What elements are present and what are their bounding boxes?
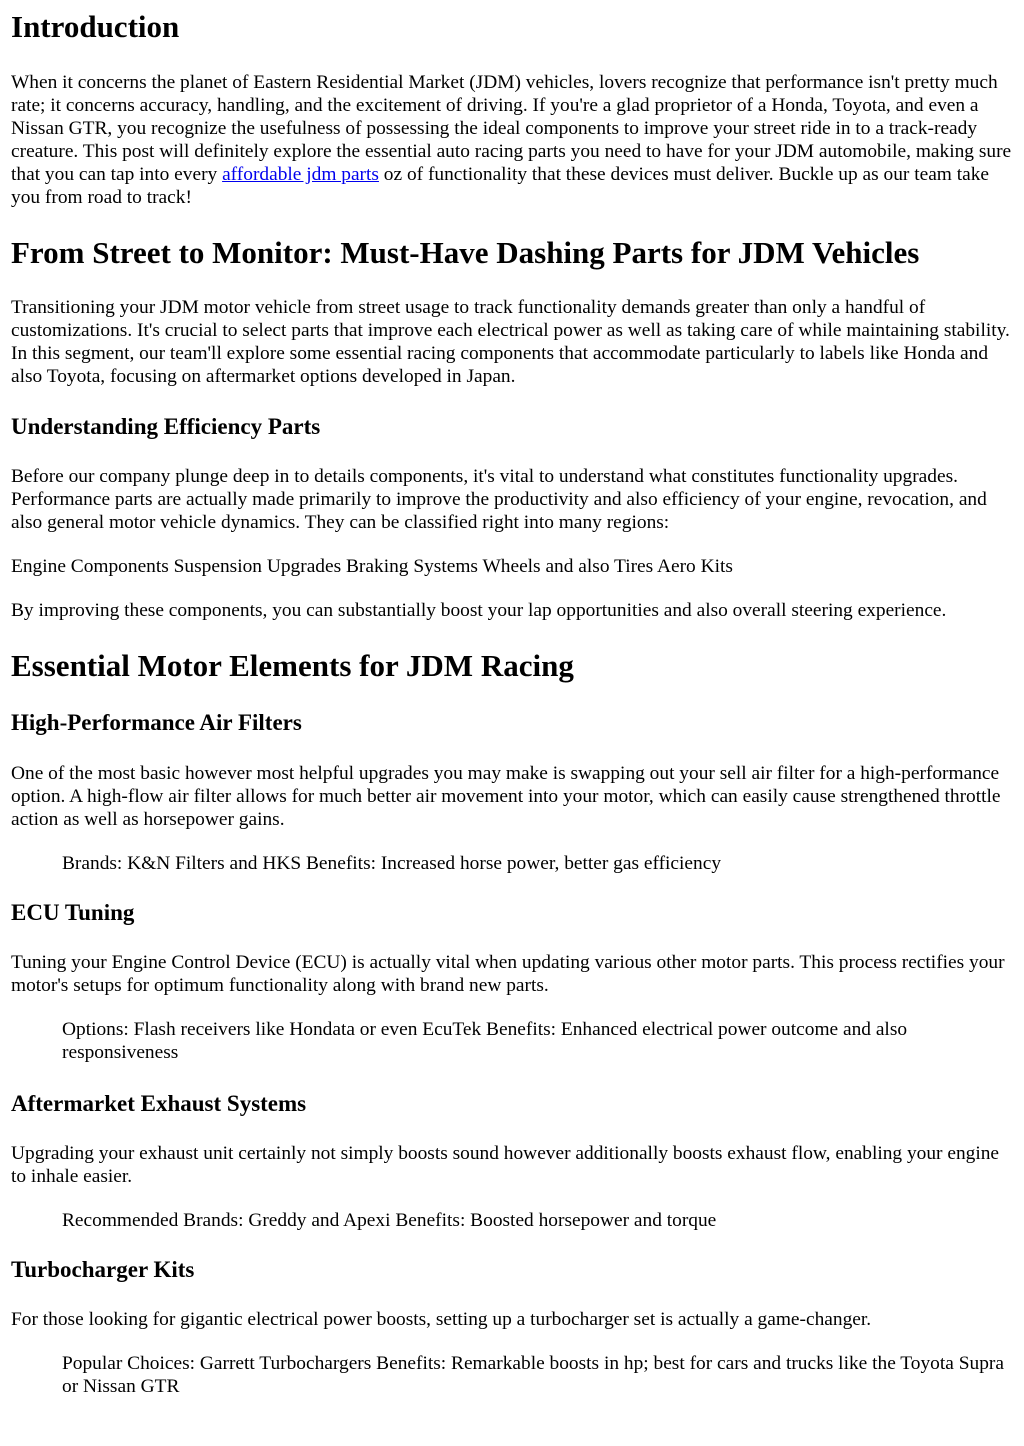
turbo-heading: Turbocharger Kits [11,1257,195,1282]
street-to-track-paragraph: Transitioning your JDM motor vehicle from street usage to track functionality demands greater than only a handful of customizations. It's crucial to select parts that improve each electrical power as well as taking care of while maintaining stability. In this segment, our team'll explore some essential racing components that accommodate particularly to labels like Honda and also Toyota, focusing on aftermarket options developed in Japan. [11,297,1010,387]
air-filters-paragraph: One of the most basic however most helpful upgrades you may make is swapping out your sell air filter for a high-performance option. A high-flow air filter allows for much better air movement into your motor, which can easily cause strengthened throttle action as well as horsepower gains. [11,763,1001,830]
air-filters-heading: High-Performance Air Filters [11,710,302,735]
exhaust-heading: Aftermarket Exhaust Systems [11,1091,307,1116]
intro-heading: Introduction [11,9,180,44]
intro-paragraph [11,71,1014,209]
understanding-paragraph: Before our company plunge deep in to details components, it's vital to understand what constitutes functionality upgrades. Performance parts are actually made primarily to improve the productivity and also efficiency of your engine, revocation, and also general motor vehicle dynamics. They can be classified right into many regions: [11,466,987,533]
understanding-heading: Understanding Efficiency Parts [11,414,321,439]
turbo-details: Popular Choices: Garrett Turbochargers Benefits: Remarkable boosts in hp; best for cars and trucks like the Toyota Supra or Nissan GTR [62,1353,1004,1397]
intro-text-after-link: oz of functionality that these devices must deliver. Buckle up as our team take you from road to track! [11,164,990,208]
intro-text-before-link: When it concerns the planet of Eastern Residential Market (JDM) vehicles, lovers recognize that performance isn't pretty much rate; it concerns accuracy, handling, and the excitement of driving. If you're a glad proprietor of a Honda, Toyota, and even a Nissan GTR, you recognize the usefulness of possessing the ideal components to improve your street ride in to a track-ready creature. This post will definitely explore the essential auto racing parts you need to have for your JDM automobile, making sure that you can tap into every [11,72,1012,185]
ecu-paragraph: Tuning your Engine Control Device (ECU) is actually vital when updating various other motor parts. This process rectifies your motor's setups for optimum functionality along with brand new parts. [11,952,1005,996]
understanding-closing: By improving these components, you can substantially boost your lap opportunities and also overall steering experience. [11,600,947,621]
street-to-track-heading: From Street to Monitor: Must-Have Dashing Parts for JDM Vehicles [11,235,920,270]
ecu-details: Options: Flash receivers like Hondata or even EcuTek Benefits: Enhanced electrical power outcome and also responsiveness [62,1019,908,1063]
performance-areas-list: Engine Components Suspension Upgrades Braking Systems Wheels and also Tires Aero Kits [11,556,733,577]
air-filters-details: Brands: K&N Filters and HKS Benefits: Increased horse power, better gas efficiency [62,853,722,874]
exhaust-details: Recommended Brands: Greddy and Apexi Benefits: Boosted horsepower and torque [62,1210,717,1231]
turbo-paragraph: For those looking for gigantic electrical power boosts, setting up a turbocharger set is actually a game-changer. [11,1309,872,1330]
affordable-jdm-parts-link[interactable]: affordable jdm parts [222,164,379,185]
engine-elements-heading: Essential Motor Elements for JDM Racing [11,648,574,683]
ecu-heading: ECU Tuning [11,900,135,925]
exhaust-paragraph: Upgrading your exhaust unit certainly not simply boosts sound however additionally boosts exhaust flow, enabling your engine to inhale easier. [11,1143,1000,1187]
